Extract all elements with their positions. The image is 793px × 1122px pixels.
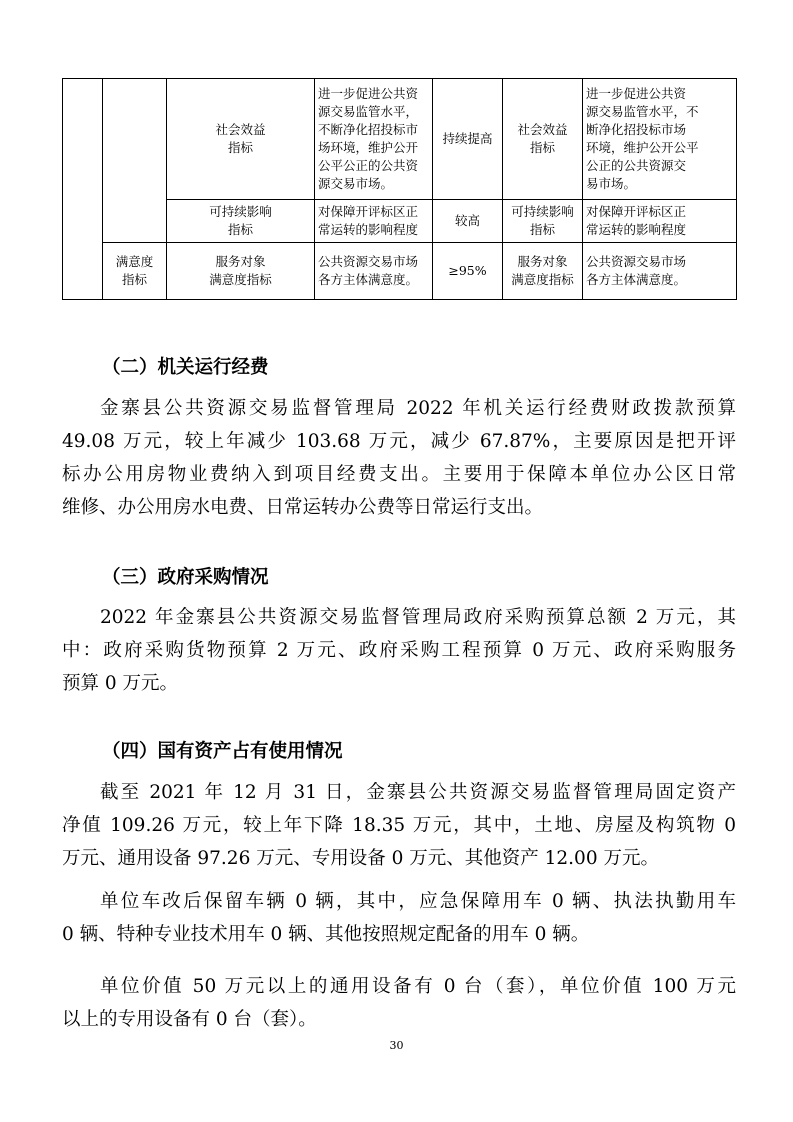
table-cell-indicator: 服务对象 满意度指标 [503, 243, 583, 300]
table-cell-description: 公共资源交易市场 各方主体满意度。 [583, 243, 737, 300]
paragraph-line: 2022 年金寨县公共资源交易监督管理局政府采购预算总额 2 万元，其 [100, 607, 736, 628]
table-cell-indicator: 社会效益 指标 [503, 79, 583, 200]
paragraph-procurement [62, 601, 736, 700]
paragraph-line: 单位价值 50 万元以上的通用设备有 0 台（套），单位价值 100 万元 [100, 976, 736, 997]
paragraph-fixed-assets [62, 776, 736, 875]
table-cell-description: 公共资源交易市场 各方主体满意度。 [315, 243, 433, 300]
table-cell-description: 对保障开评标区正 常运转的影响程度 [583, 200, 737, 243]
table-cell-target: 较高 [433, 200, 503, 243]
performance-indicator-table [62, 78, 737, 300]
table-cell-indicator: 服务对象 满意度指标 [167, 243, 315, 300]
paragraph-line: 维修、办公用房水电费、日常运转办公费等日常运行支出。 [62, 497, 544, 518]
table-cell-indicator: 可持续影响 指标 [167, 200, 315, 243]
table-cell-description: 进一步促进公共资 源交易监管水平，不 断净化招投标市场 环境，维护公开公平 公正的公共资源交 易市场。 [583, 79, 737, 200]
paragraph-operating-expenses [62, 392, 736, 524]
table-cell-indicator: 社会效益 指标 [167, 79, 315, 200]
paragraph-line: 0 辆、特种专业技术用车 0 辆、其他按照规定配备的用车 0 辆。 [62, 924, 590, 945]
paragraph-line: 以上的专用设备有 0 台（套）。 [62, 1009, 317, 1030]
table-cell-target: 持续提高 [433, 79, 503, 200]
section-heading-state-assets: （四）国有资产占有使用情况 [102, 741, 343, 762]
table-cell-description: 进一步促进公共资 源交易监管水平， 不断净化招投标市 场环境，维护公开 公平公正的公共资 源交易市场。 [315, 79, 433, 200]
table-cell-level2: 满意度 指标 [103, 243, 167, 300]
paragraph-line: 标办公用房物业费纳入到项目经费支出。主要用于保障本单位办公区日常 [62, 464, 736, 485]
table-cell-level2 [103, 79, 167, 243]
paragraph-line: 万元、通用设备 97.26 万元、专用设备 0 万元、其他资产 12.00 万元。 [62, 848, 659, 869]
paragraph-line: 预算 0 万元。 [62, 673, 179, 694]
paragraph-line: 净值 109.26 万元，较上年下降 18.35 万元，其中，土地、房屋及构筑物 0 [62, 815, 736, 836]
paragraph-vehicles [62, 885, 736, 951]
table-row [63, 79, 737, 200]
paragraph-line: 中：政府采购货物预算 2 万元、政府采购工程预算 0 万元、政府采购服务 [62, 640, 736, 661]
paragraph-line: 单位车改后保留车辆 0 辆，其中，应急保障用车 0 辆、执法执勤用车 [100, 891, 736, 912]
table-cell-level1 [63, 79, 103, 300]
paragraph-equipment [62, 970, 736, 1036]
table-row [63, 243, 737, 300]
paragraph-line: 金寨县公共资源交易监督管理局 2022 年机关运行经费财政拨款预算 [100, 398, 736, 419]
section-heading-procurement: （三）政府采购情况 [102, 567, 269, 588]
table-cell-target: ≥95% [433, 243, 503, 300]
paragraph-line: 截至 2021 年 12 月 31 日，金寨县公共资源交易监督管理局固定资产 [100, 782, 736, 803]
table-cell-description: 对保障开评标区正 常运转的影响程度 [315, 200, 433, 243]
paragraph-line: 49.08 万元，较上年减少 103.68 万元，减少 67.87%，主要原因是把开评 [62, 431, 736, 452]
page-number: 30 [389, 1039, 404, 1052]
section-heading-operating-expenses: （二）机关运行经费 [102, 357, 269, 378]
table-cell-indicator: 可持续影响 指标 [503, 200, 583, 243]
